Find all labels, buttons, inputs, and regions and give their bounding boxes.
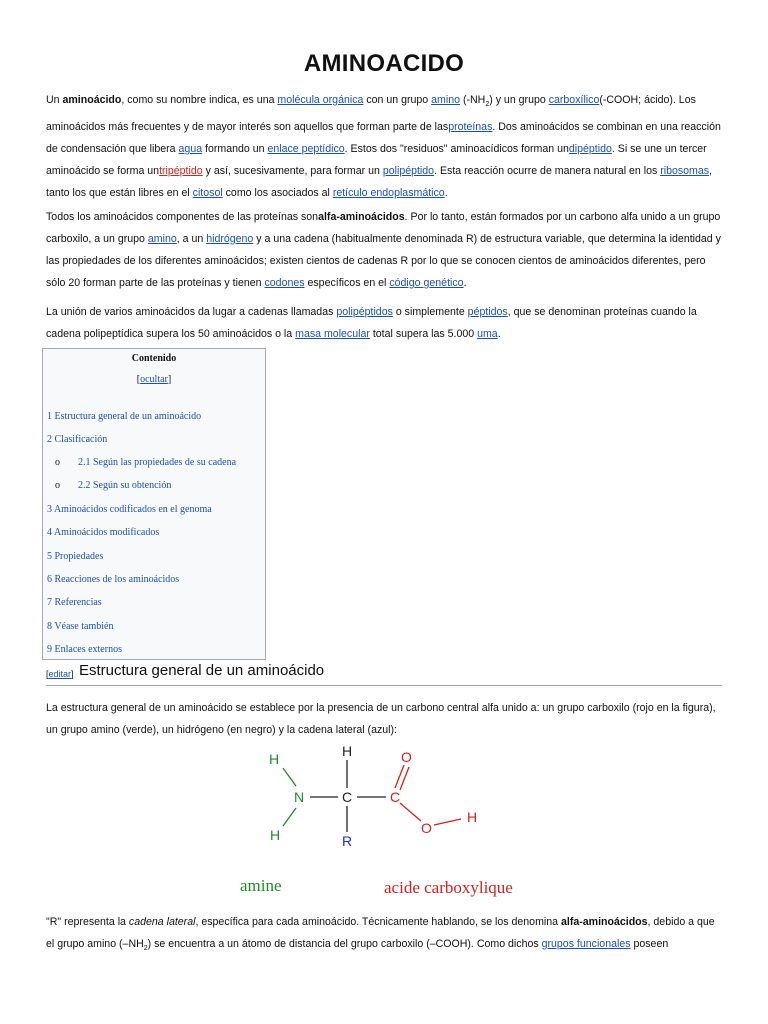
text-run: . Dos aminoácidos se combinan en una reacción de condensación que libera xyxy=(46,121,721,156)
toc-item-8[interactable]: 8 Véase también xyxy=(47,621,114,632)
text-run: . Esta reacción ocurre de manera natural en los xyxy=(434,165,661,178)
caption-acide-carboxylique: acide carboxylique xyxy=(384,878,513,897)
text-run: o simplemente xyxy=(392,306,468,318)
link-polipeptidos[interactable]: polipéptidos xyxy=(336,306,393,318)
toc-bullet: o xyxy=(55,480,60,491)
text-run: , específica para cada aminoácido. Técnicamente hablando, se los denomina xyxy=(195,916,561,928)
atom-c-alpha: C xyxy=(342,789,353,805)
bracket: ] xyxy=(167,374,172,385)
text-run: como los asociados al xyxy=(222,187,333,200)
atom-h-alpha: H xyxy=(342,743,353,759)
section-heading: Estructura general de un aminoácido xyxy=(79,662,325,679)
bond-o-h xyxy=(434,819,461,825)
text-run: y a una cadena (habitualmente denominada R) de estructura variable, que determina la identidad y las propiedades de los diferentes aminoácidos; existen cientos de cadenas R por lo que se conocen cientos de aminoácidos diferentes, pero sólo 20 forman parte de las proteínas y tienen xyxy=(46,233,721,289)
text-run: y así, sucesivamente, para formar un xyxy=(202,165,383,178)
atom-c-carboxyl: C xyxy=(390,789,401,805)
text-run: La unión de varios aminoácidos da lugar a cadenas llamadas xyxy=(46,306,337,318)
text-run: . Estos dos "residuos" aminoacídicos forman un xyxy=(344,143,569,156)
atom-h-amine-bottom: H xyxy=(270,827,281,843)
link-amino[interactable]: amino xyxy=(147,233,177,245)
text-run: total supera las 5.000 xyxy=(369,328,478,340)
caption-amine: amine xyxy=(240,876,282,895)
toc-toggle xyxy=(43,374,265,385)
toc-hide-link[interactable]: ocultar xyxy=(140,374,168,385)
bold-term: alfa-aminoácidos xyxy=(560,916,648,928)
atom-o-double: O xyxy=(401,749,412,765)
link-enlace-peptidico[interactable]: enlace peptídico xyxy=(267,143,345,156)
text-run: . Por lo tanto, están formados por un carbono alfa unido a un grupo carboxilo, a un grupo xyxy=(46,211,721,245)
bracket: [ xyxy=(136,374,141,385)
subscript: 2 xyxy=(485,101,490,109)
link-carboxilico[interactable]: carboxílico xyxy=(548,94,600,106)
edit-section xyxy=(46,669,74,679)
toc-item-6[interactable]: 6 Reacciones de los aminoácidos xyxy=(47,574,180,585)
text-run: , que se denominan proteínas cuando la cadena polipeptídica supera los 50 aminoácidos o la xyxy=(46,306,697,340)
text-run: específicos en el xyxy=(304,277,390,289)
bold-term: alfa-aminoácidos xyxy=(318,211,405,223)
toc-item-2-1[interactable]: 2.1 Según las propiedades de su cadena xyxy=(78,457,237,468)
text-run: , como su nombre indica, es una xyxy=(121,94,278,106)
atom-o-hydroxyl: O xyxy=(421,820,432,836)
subscript: 2 xyxy=(143,945,148,953)
text-run: "R" representa la xyxy=(46,916,129,928)
text-run: poseen xyxy=(630,938,669,950)
link-peptidos[interactable]: péptidos xyxy=(467,306,508,318)
link-polipeptido[interactable]: polipéptido xyxy=(382,165,435,178)
text-run: , a un xyxy=(176,233,207,245)
toc-item-4[interactable]: 4 Aminoácidos modificados xyxy=(47,527,160,538)
text-run: . xyxy=(497,328,501,340)
text-run: (-NH xyxy=(460,94,486,106)
bond-h-n-top xyxy=(283,768,296,786)
alfa-aminoacidos-paragraph xyxy=(46,206,722,294)
link-hidrogeno[interactable]: hidrógeno xyxy=(206,233,254,245)
text-run: . Si se une un tercer aminoácido se forma un xyxy=(46,143,707,178)
text-run: Un xyxy=(46,94,63,106)
toc-item-2-2[interactable]: 2.2 Según su obtención xyxy=(78,480,172,491)
link-dipeptido[interactable]: dipéptido xyxy=(568,143,612,156)
toc-bullet: o xyxy=(55,457,60,468)
italic-term: cadena lateral xyxy=(128,916,196,928)
link-molecula-organica[interactable]: molécula orgánica xyxy=(277,94,364,106)
link-grupos-funcionales[interactable]: grupos funcionales xyxy=(541,938,631,950)
bold-term: aminoácido xyxy=(62,94,122,106)
link-proteinas[interactable]: proteínas xyxy=(448,121,493,134)
edit-link[interactable]: editar xyxy=(48,669,72,679)
link-tripeptido[interactable]: tripéptido xyxy=(159,165,203,178)
link-agua[interactable]: agua xyxy=(178,143,203,156)
peptidos-paragraph xyxy=(46,301,722,345)
toc-item-1[interactable]: 1 Estructura general de un aminoácido xyxy=(47,411,202,422)
text-run: , debido a que el grupo amino (–NH xyxy=(46,916,715,950)
bond-h-n-bottom xyxy=(283,808,296,826)
text-run: con un grupo xyxy=(363,94,432,106)
toc-item-2[interactable]: 2 Clasificación xyxy=(47,434,108,445)
text-run: ) se encuentra a un átomo de distancia del grupo carboxilo (–COOH). Como dichos xyxy=(147,938,542,950)
atom-r-side-chain: R xyxy=(342,833,353,849)
atom-n: N xyxy=(294,789,305,805)
intro-paragraph xyxy=(46,89,722,204)
atom-h-amine-top: H xyxy=(269,751,280,767)
table-of-contents xyxy=(42,348,266,660)
link-codigo-genetico[interactable]: código genético xyxy=(389,277,464,289)
link-codones[interactable]: codones xyxy=(264,277,305,289)
section-header-estructura xyxy=(46,661,722,686)
text-run: Todos los aminoácidos componentes de las proteínas son xyxy=(46,211,319,223)
text-run: . xyxy=(463,277,467,289)
link-masa-molecular[interactable]: masa molecular xyxy=(295,328,370,340)
toc-item-5[interactable]: 5 Propiedades xyxy=(47,551,104,562)
estructura-paragraph: La estructura general de un aminoácido se establece por la presencia de un carbono central alfa unido a: un grupo carboxilo (rojo en la figura), un grupo amino (verde), un hidrógeno (en negro) y la cadena lateral (azul): xyxy=(46,702,716,736)
link-amino[interactable]: amino xyxy=(431,94,460,106)
bracket: ] xyxy=(71,669,74,679)
cadena-lateral-paragraph xyxy=(46,911,722,960)
text-run: ) y un grupo xyxy=(489,94,549,106)
toc-title: Contenido xyxy=(131,353,177,364)
page-title: AMINOACIDO xyxy=(303,50,465,77)
bracket: [ xyxy=(46,669,49,679)
text-run: . xyxy=(444,187,448,200)
bond-c-o-single xyxy=(400,803,421,821)
link-ribosomas[interactable]: ribosomas xyxy=(660,165,710,178)
link-citosol[interactable]: citosol xyxy=(192,187,223,200)
toc-item-9[interactable]: 9 Enlaces externos xyxy=(47,644,122,655)
link-uma[interactable]: uma xyxy=(477,328,498,340)
text-run: formando un xyxy=(202,143,268,156)
toc-item-7[interactable]: 7 Referencias xyxy=(47,597,102,608)
toc-item-3[interactable]: 3 Aminoácidos codificados en el genoma xyxy=(47,504,212,515)
text-run: (-COOH; ácido). Los aminoácidos más frecuentes y de mayor interés son aquellos que forman parte de las xyxy=(46,94,696,134)
link-reticulo-endoplasmatico[interactable]: retículo endoplasmático xyxy=(332,187,445,200)
text-run: , tanto los que están libres en el xyxy=(46,165,713,200)
atom-h-hydroxyl: H xyxy=(467,809,478,825)
